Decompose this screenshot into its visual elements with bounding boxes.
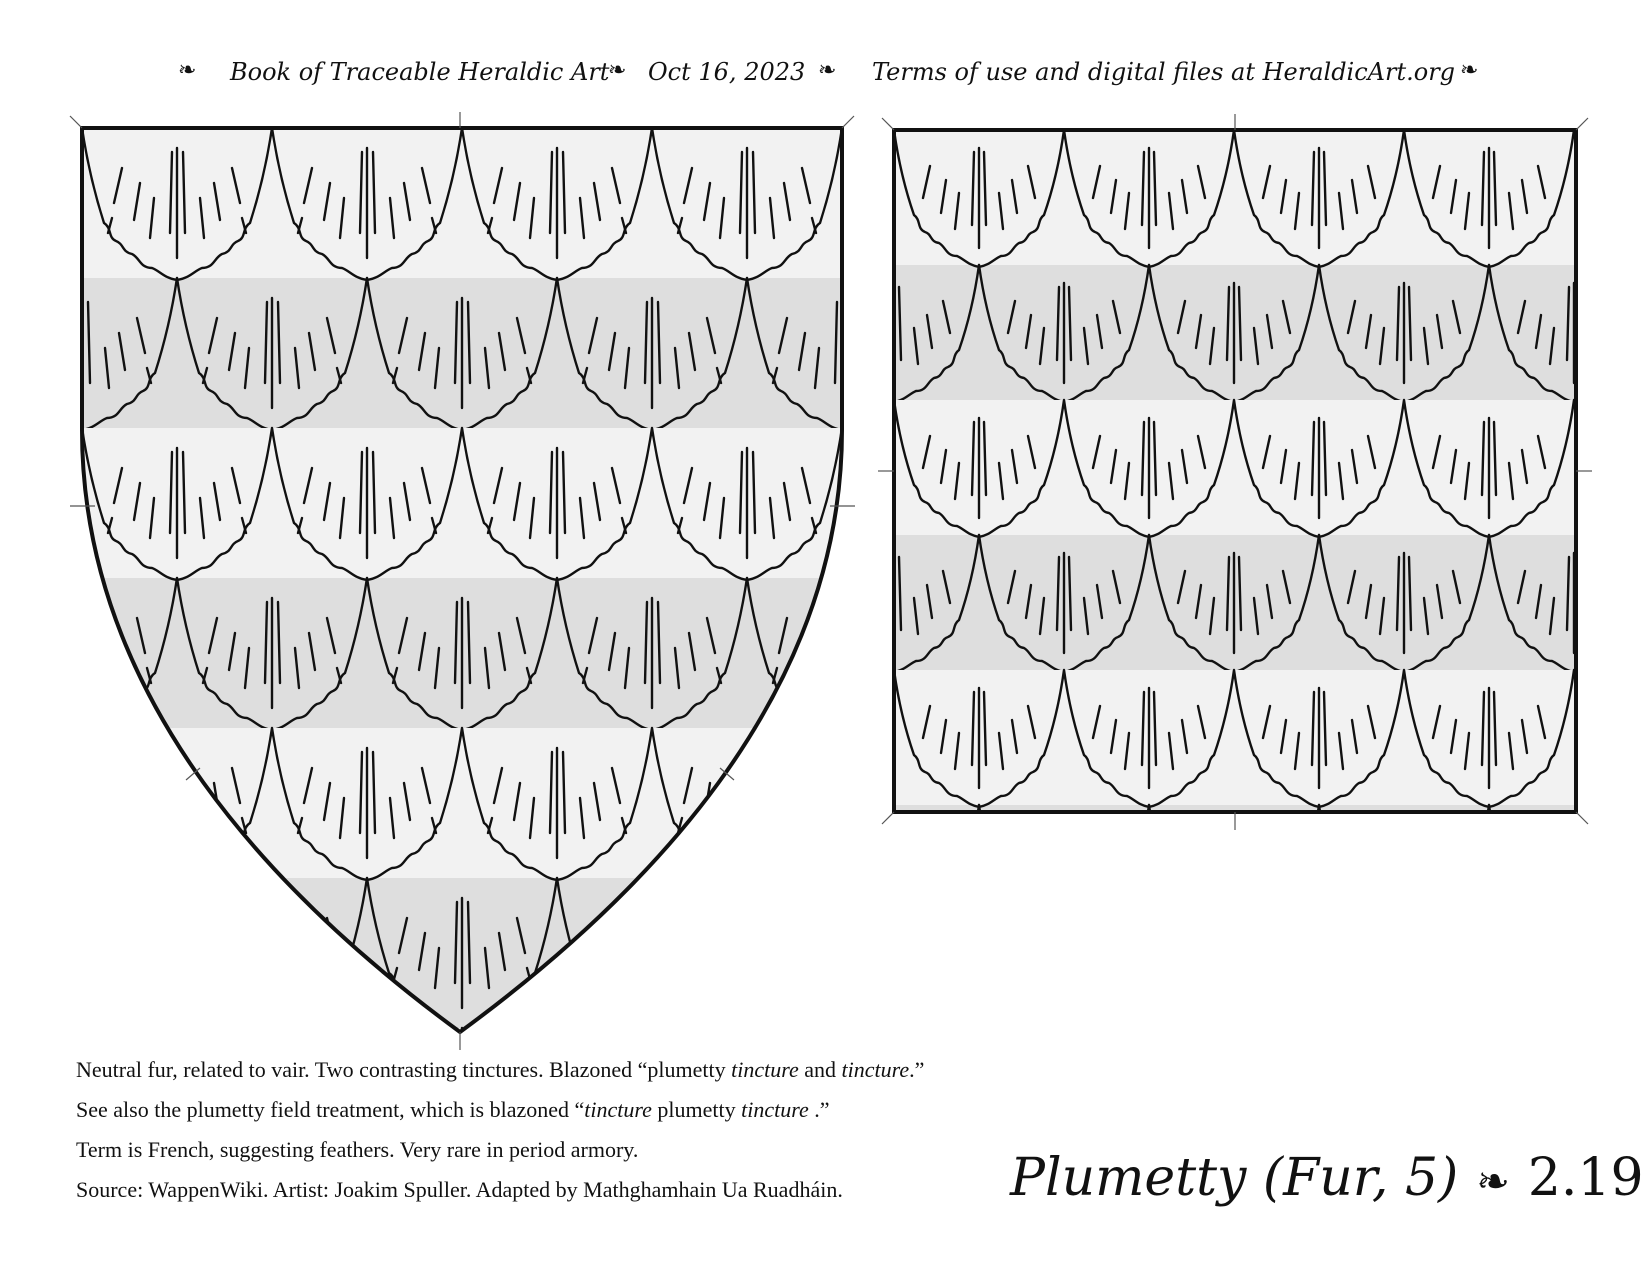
page-number: 2.19 <box>1527 1148 1644 1208</box>
fleuron-ornament: ❧ <box>178 58 197 83</box>
page-title <box>1010 1148 1644 1208</box>
description-line: Neutral fur, related to vair. Two contrasting tinctures. Blazoned “plumetty tincture and tincture.” <box>76 1057 925 1082</box>
book-title: Book of Traceable Heraldic Art <box>230 58 610 86</box>
description-block <box>76 1050 924 1210</box>
fleuron-ornament: ❧ <box>1476 1159 1510 1205</box>
fleuron-ornament: ❧ <box>608 58 627 83</box>
terms-of-use-link[interactable]: Terms of use and digital files at HeraldicArt.org <box>872 58 1456 86</box>
fleuron-ornament: ❧ <box>1460 58 1479 83</box>
description-line: See also the plumetty field treatment, which is blazoned “tincture plumetty tincture .” <box>76 1097 830 1122</box>
description-line: Term is French, suggesting feathers. Very rare in period armory. <box>76 1137 639 1162</box>
edition-date: Oct 16, 2023 <box>648 58 806 86</box>
title-name: Plumetty (Fur, 5) <box>1010 1148 1459 1208</box>
fleuron-ornament: ❧ <box>818 58 837 83</box>
source-credit: Source: WappenWiki. Artist: Joakim Spuller. Adapted by Mathghamhain Ua Ruadháin. <box>76 1177 843 1202</box>
square-swatch-figure <box>878 114 1592 830</box>
shield-figure <box>70 112 855 1050</box>
